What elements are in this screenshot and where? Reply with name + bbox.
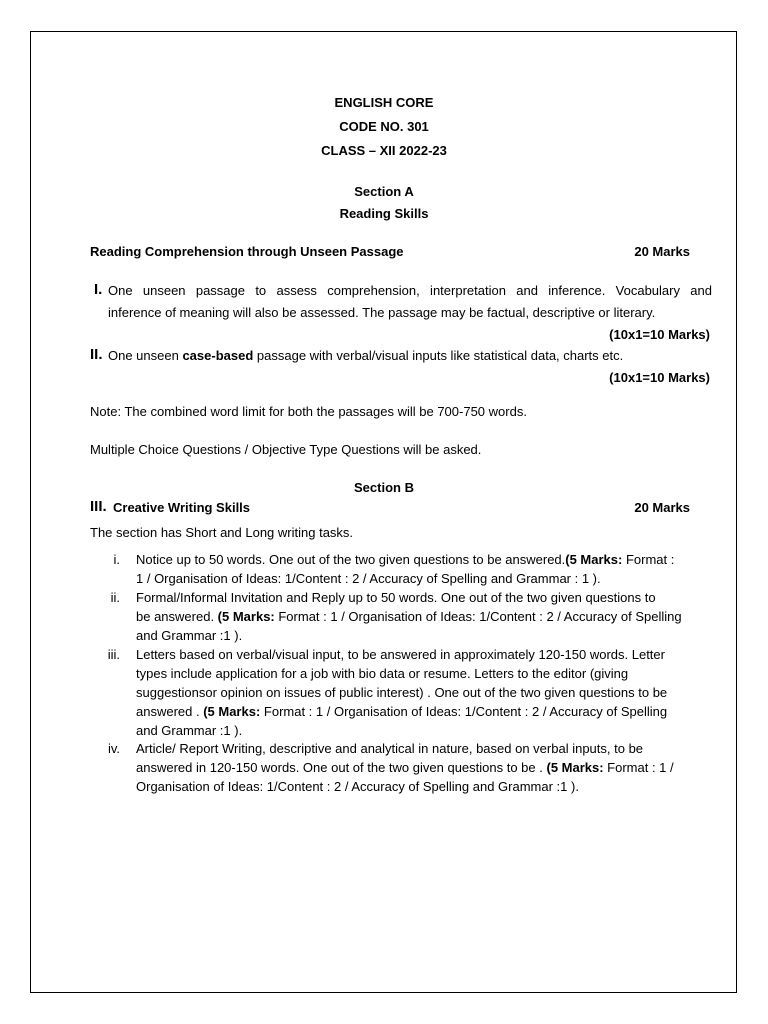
subitem-i-marks: (5 Marks:: [565, 552, 623, 567]
subitem-i-text: [136, 550, 674, 588]
subitem-iv-number: iv.: [107, 741, 120, 756]
item-2-number: II.: [90, 346, 103, 363]
item-1-number: I.: [94, 281, 103, 298]
subitem-i-line-2: 1 / Organisation of Ideas: 1/Content : 2 / Accuracy of Spelling and Grammar : 1 ).: [136, 571, 601, 586]
item-1-line-1: One unseen passage to assess comprehension, interpretation and inference. Vocabulary and: [108, 283, 712, 298]
subitem-iii-line-4: [136, 702, 667, 721]
subitem-iii-line-5: and Grammar :1 ).: [136, 723, 243, 738]
subitem-iii-text: [136, 645, 667, 740]
item-3-number: III.: [90, 498, 107, 515]
section-a-subtitle: Reading Skills: [339, 206, 429, 221]
subitem-ii-line-3: and Grammar :1 ).: [136, 628, 243, 643]
subitem-iii-line-4c: Format : 1 / Organisation of Ideas: 1/Content : 2 / Accuracy of Spelling: [260, 704, 668, 719]
writing-marks: 20 Marks: [634, 500, 690, 515]
subitem-i-number: i.: [113, 552, 120, 567]
reading-marks: 20 Marks: [634, 244, 690, 259]
subitem-iv-marks: (5 Marks:: [546, 760, 604, 775]
subitem-ii-line-2c: Format : 1 / Organisation of Ideas: 1/Content : 2 / Accuracy of Spelling: [274, 609, 682, 624]
item-2-text-pre: One unseen: [108, 348, 183, 363]
item-1-line-2: inference of meaning will also be assessed. The passage may be factual, descriptive or literary.: [108, 305, 656, 320]
item-2-marks: (10x1=10 Marks): [609, 370, 710, 385]
subject-code: CODE NO. 301: [339, 119, 429, 134]
item-2-text-post: passage with verbal/visual inputs like statistical data, charts etc.: [253, 348, 624, 363]
subitem-iv-line-3: Organisation of Ideas: 1/Content : 2 / Accuracy of Spelling and Grammar :1 ).: [136, 779, 579, 794]
subitem-iii-line-2: types include application for a job with bio data or resume. Letters to the editor (giving: [136, 666, 629, 681]
subitem-iii-line-1: Letters based on verbal/visual input, to be answered in approximately 120-150 words. Letter: [136, 647, 665, 662]
item-2-text: [108, 346, 623, 365]
subitem-iv-text: [136, 739, 674, 796]
subitem-ii-line-1: Formal/Informal Invitation and Reply up to 50 words. One out of the two given questions to: [136, 590, 656, 605]
class-year: CLASS – XII 2022-23: [321, 143, 447, 158]
item-1-marks: (10x1=10 Marks): [609, 327, 710, 342]
subitem-ii-marks: (5 Marks:: [217, 609, 275, 624]
section-b-title: Section B: [354, 480, 414, 495]
subitem-iii-line-3: suggestionsor opinion on issues of public interest) . One out of the two given questions to be: [136, 685, 668, 700]
subitem-ii-line-2: [136, 607, 682, 626]
subitem-iv-line-2c: Format : 1 /: [603, 760, 674, 775]
subitem-iv-line-1: Article/ Report Writing, descriptive and analytical in nature, based on verbal inputs, to be: [136, 741, 644, 756]
subitem-ii-text: [136, 588, 682, 645]
subitem-i-line-1c: Format :: [622, 552, 675, 567]
subitem-i-line-1a: Notice up to 50 words. One out of the two given questions to be answered.: [136, 552, 566, 567]
subitem-ii-line-2a: be answered.: [136, 609, 218, 624]
subitem-iv-line-2: [136, 758, 674, 777]
subject-title: ENGLISH CORE: [334, 95, 434, 110]
word-limit-note: Note: The combined word limit for both the passages will be 700-750 words.: [90, 404, 527, 419]
subitem-i-line-1: [136, 550, 674, 569]
subitem-iii-number: iii.: [107, 647, 120, 662]
section-a-title: Section A: [354, 184, 414, 199]
reading-heading: Reading Comprehension through Unseen Passage: [90, 244, 404, 259]
section-b-intro: The section has Short and Long writing tasks.: [90, 525, 354, 540]
subitem-ii-number: ii.: [110, 590, 120, 605]
mcq-note: Multiple Choice Questions / Objective Type Questions will be asked.: [90, 442, 482, 457]
subitem-iii-marks: (5 Marks:: [203, 704, 261, 719]
writing-heading: Creative Writing Skills: [113, 500, 251, 515]
subitem-iv-line-2a: answered in 120-150 words. One out of the two given questions to be .: [136, 760, 547, 775]
subitem-iii-line-4a: answered .: [136, 704, 204, 719]
item-2-text-bold: case-based: [182, 348, 254, 363]
